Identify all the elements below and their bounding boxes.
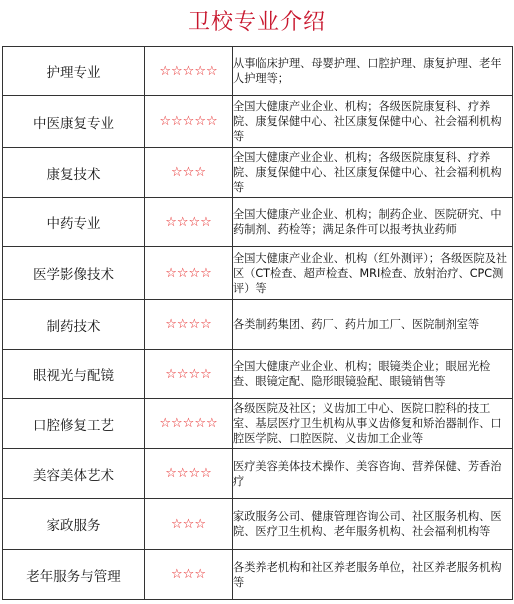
table-row (3, 499, 513, 550)
major-description: 各级医院及社区；义齿加工中心、医院口腔科的技工室、基层医疗卫生机构从事义齿修复和矫治器制作、口腔医学院、口腔医院、义齿加工企业等 (233, 399, 513, 449)
star-rating: ☆☆☆☆ (145, 300, 233, 350)
star-rating: ☆☆☆ (145, 148, 233, 198)
table-row (3, 300, 513, 350)
major-description: 各类养老机构和社区养老服务单位，社区养老服务机构等 (233, 550, 513, 600)
table-row (3, 198, 513, 247)
table-row (3, 247, 513, 300)
major-name: 医学影像技术 (3, 247, 145, 300)
table-row (3, 350, 513, 399)
table-row (3, 148, 513, 198)
major-name: 老年服务与管理 (3, 550, 145, 600)
major-name: 中医康复专业 (3, 96, 145, 148)
star-rating: ☆☆☆ (145, 550, 233, 600)
star-rating: ☆☆☆☆☆ (145, 96, 233, 148)
star-rating: ☆☆☆☆ (145, 247, 233, 300)
major-description: 全国大健康产业企业、机构；各级医院康复科、疗养院、康复保健中心、社区康复保健中心、社会福利机构等 (233, 96, 513, 148)
major-description: 全国大健康产业企业、机构；眼镜类企业；眼屈光检查、眼镜定配、隐形眼镜验配、眼镜销售等 (233, 350, 513, 399)
major-description: 家政服务公司、健康管理咨询公司、社区服务机构、医院、医疗卫生机构、老年服务机构、社会福利机构等 (233, 499, 513, 550)
star-rating: ☆☆☆☆ (145, 198, 233, 247)
majors-table (2, 46, 513, 600)
star-rating: ☆☆☆☆ (145, 449, 233, 499)
major-name: 家政服务 (3, 499, 145, 550)
major-name: 美容美体艺术 (3, 449, 145, 499)
major-description: 从事临床护理、母婴护理、口腔护理、康复护理、老年人护理等； (233, 47, 513, 96)
major-name: 眼视光与配镜 (3, 350, 145, 399)
major-name: 制药技术 (3, 300, 145, 350)
star-rating: ☆☆☆☆☆ (145, 47, 233, 96)
table-row (3, 96, 513, 148)
major-description: 全国大健康产业企业、机构（红外测评）；各级医院及社区（CT检查、超声检查、MRI检查、放射治疗、CPC测评）等 (233, 247, 513, 300)
table-row (3, 47, 513, 96)
major-description: 医疗美容美体技术操作、美容咨询、营养保健、芳香治疗 (233, 449, 513, 499)
page-title: 卫校专业介绍 (187, 10, 326, 35)
star-rating: ☆☆☆☆ (145, 350, 233, 399)
major-name: 康复技术 (3, 148, 145, 198)
table-row (3, 550, 513, 600)
star-rating: ☆☆☆☆☆ (145, 399, 233, 449)
major-name: 护理专业 (3, 47, 145, 96)
major-description: 全国大健康产业企业、机构；各级医院康复科、疗养院、康复保健中心、社区康复保健中心、社会福利机构等 (233, 148, 513, 198)
major-description: 全国大健康产业企业、机构；制药企业、医院研究、中药制剂、药检等；满足条件可以报考执业药师 (233, 198, 513, 247)
major-description: 各类制药集团、药厂、药片加工厂、医院制剂室等 (233, 300, 513, 350)
table-row (3, 399, 513, 449)
star-rating: ☆☆☆ (145, 499, 233, 550)
major-name: 中药专业 (3, 198, 145, 247)
major-name: 口腔修复工艺 (3, 399, 145, 449)
table-row (3, 449, 513, 499)
